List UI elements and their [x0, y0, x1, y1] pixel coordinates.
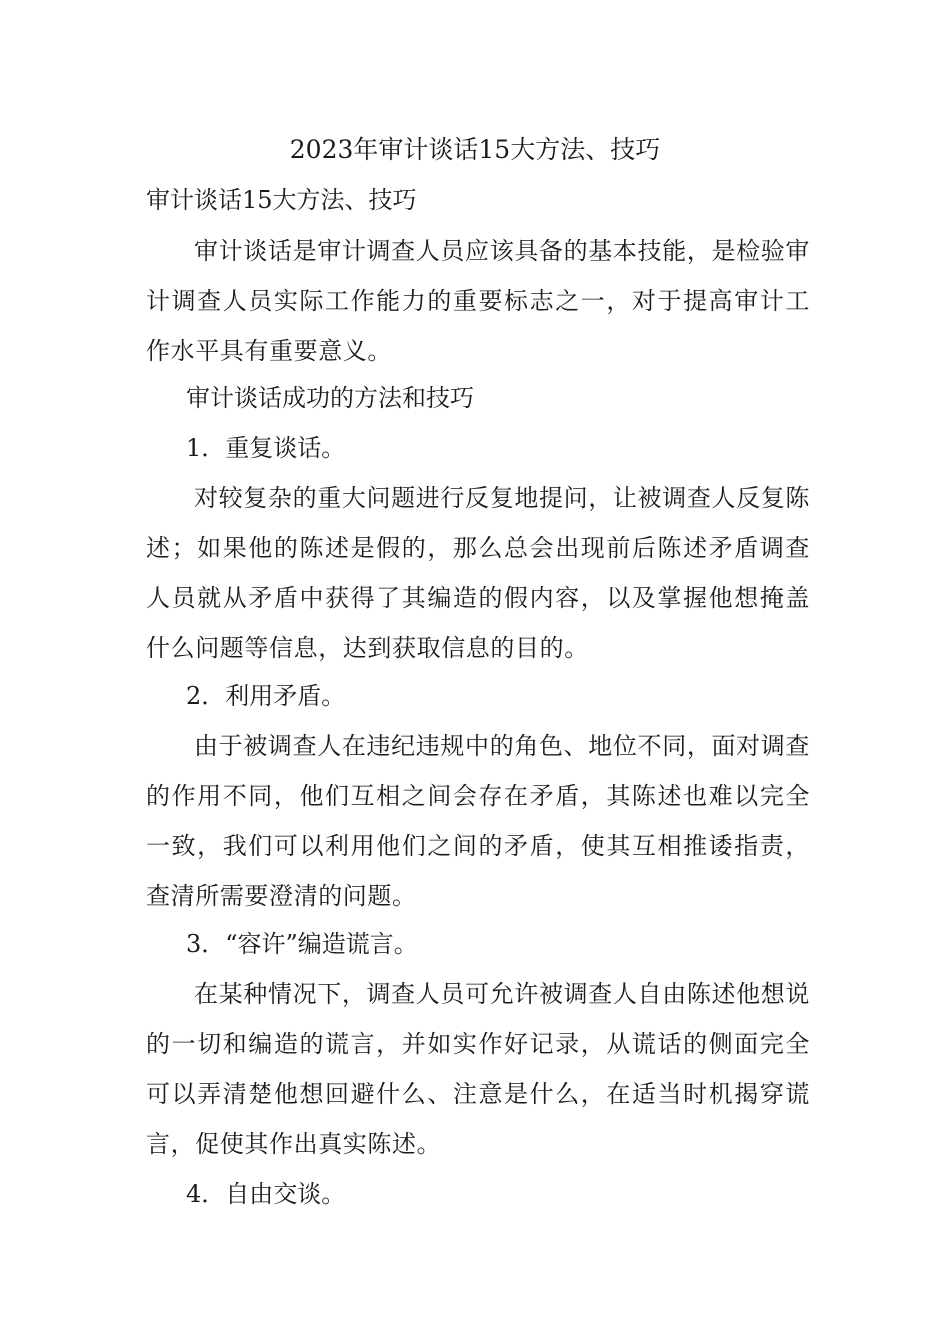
item-1-heading: 1．重复谈话。 — [186, 434, 346, 462]
item-4-heading: 4．自由交谈。 — [186, 1180, 346, 1208]
document-title: 2023年审计谈话15大方法、技巧 — [289, 135, 661, 164]
document-subtitle: 审计谈话15大方法、技巧 — [146, 186, 417, 214]
item-3-body: 在某种情况下，调查人员可允许被调查人自由陈述他想说的一切和编造的谎言，并如实作好记录，从谎话的侧面完全可以弄清楚他想回避什么、注意是什么，在适当时机揭穿谎言，促使其作出真实陈述。 — [146, 980, 810, 1158]
item-2-body: 由于被调查人在违纪违规中的角色、地位不同，面对调查的作用不同，他们互相之间会存在矛盾，其陈述也难以完全一致，我们可以利用他们之间的矛盾，使其互相推诿指责，查清所需要澄清的问题。 — [146, 732, 810, 910]
item-3-heading: 3．“容许”编造谎言。 — [186, 930, 418, 958]
intro-paragraph: 审计谈话是审计调查人员应该具备的基本技能，是检验审计调查人员实际工作能力的重要标志之一，对于提高审计工作水平具有重要意义。 — [146, 237, 810, 365]
item-1-body: 对较复杂的重大问题进行反复地提问，让被调查人反复陈述；如果他的陈述是假的，那么总会出现前后陈述矛盾调查人员就从矛盾中获得了其编造的假内容，以及掌握他想掩盖什么问题等信息，达到获取信息的目的。 — [146, 484, 810, 662]
section-heading: 审计谈话成功的方法和技巧 — [186, 384, 474, 412]
item-2-heading: 2．利用矛盾。 — [186, 682, 346, 710]
